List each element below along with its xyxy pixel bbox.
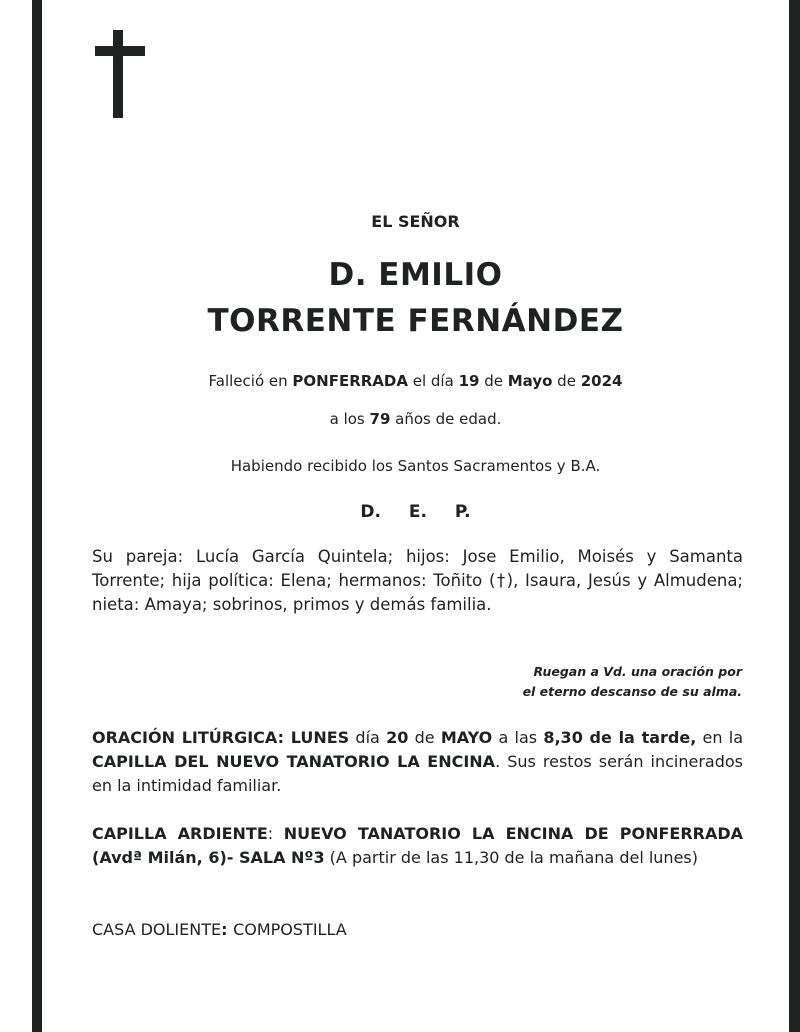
deceased-name-line2: TORRENTE FERNÁNDEZ: [207, 303, 624, 339]
rip-text: D. E. P.: [360, 502, 471, 522]
death-place: PONFERRADA: [292, 372, 408, 390]
age-statement: a los 79 años de edad.: [329, 410, 502, 428]
mourning-house: CASA DOLIENTE: COMPOSTILLA: [92, 920, 347, 939]
death-day: 19: [458, 372, 480, 390]
intro-title: EL SEÑOR: [371, 212, 460, 231]
prayer-request: [523, 662, 742, 702]
chapel-announcement: CAPILLA ARDIENTE: NUEVO TANATORIO LA ENCINA DE PONFERRADA (Avdª Milán, 6)- SALA Nº3 (A partir de las 11,30 de la mañana del lunes): [92, 824, 744, 867]
right-border: [789, 0, 800, 1032]
prayer-line-2: el eterno descanso de su alma.: [522, 684, 742, 699]
death-year: 2024: [580, 372, 623, 390]
family-list: Su pareja: Lucía García Quintela; hijos: Jose Emilio, Moisés y Samanta Torrente; hija política: Elena; hermanos: Toñito (†), Isaura, Jesús y Almudena; nieta: Amaya; sobrinos, primos y demás familia.: [92, 547, 743, 614]
age-years: 79: [369, 410, 391, 428]
death-statement: Falleció en PONFERRADA el día 19 de Mayo de 2024: [208, 372, 623, 390]
death-month: Mayo: [507, 372, 553, 390]
liturgy-announcement: ORACIÓN LITÚRGICA: LUNES día 20 de MAYO a las 8,30 de la tarde, en la CAPILLA DEL NUEVO TANATORIO LA ENCINA. Sus restos serán incinerados en la intimidad familiar.: [92, 728, 744, 795]
prayer-line-1: Ruegan a Vd. una oración por: [533, 664, 742, 679]
deceased-name-line1: D. EMILIO: [328, 257, 503, 293]
sacraments-text: Habiendo recibido los Santos Sacramentos y B.A.: [230, 457, 601, 475]
left-border: [32, 0, 42, 1032]
latin-cross-icon: [95, 30, 145, 118]
